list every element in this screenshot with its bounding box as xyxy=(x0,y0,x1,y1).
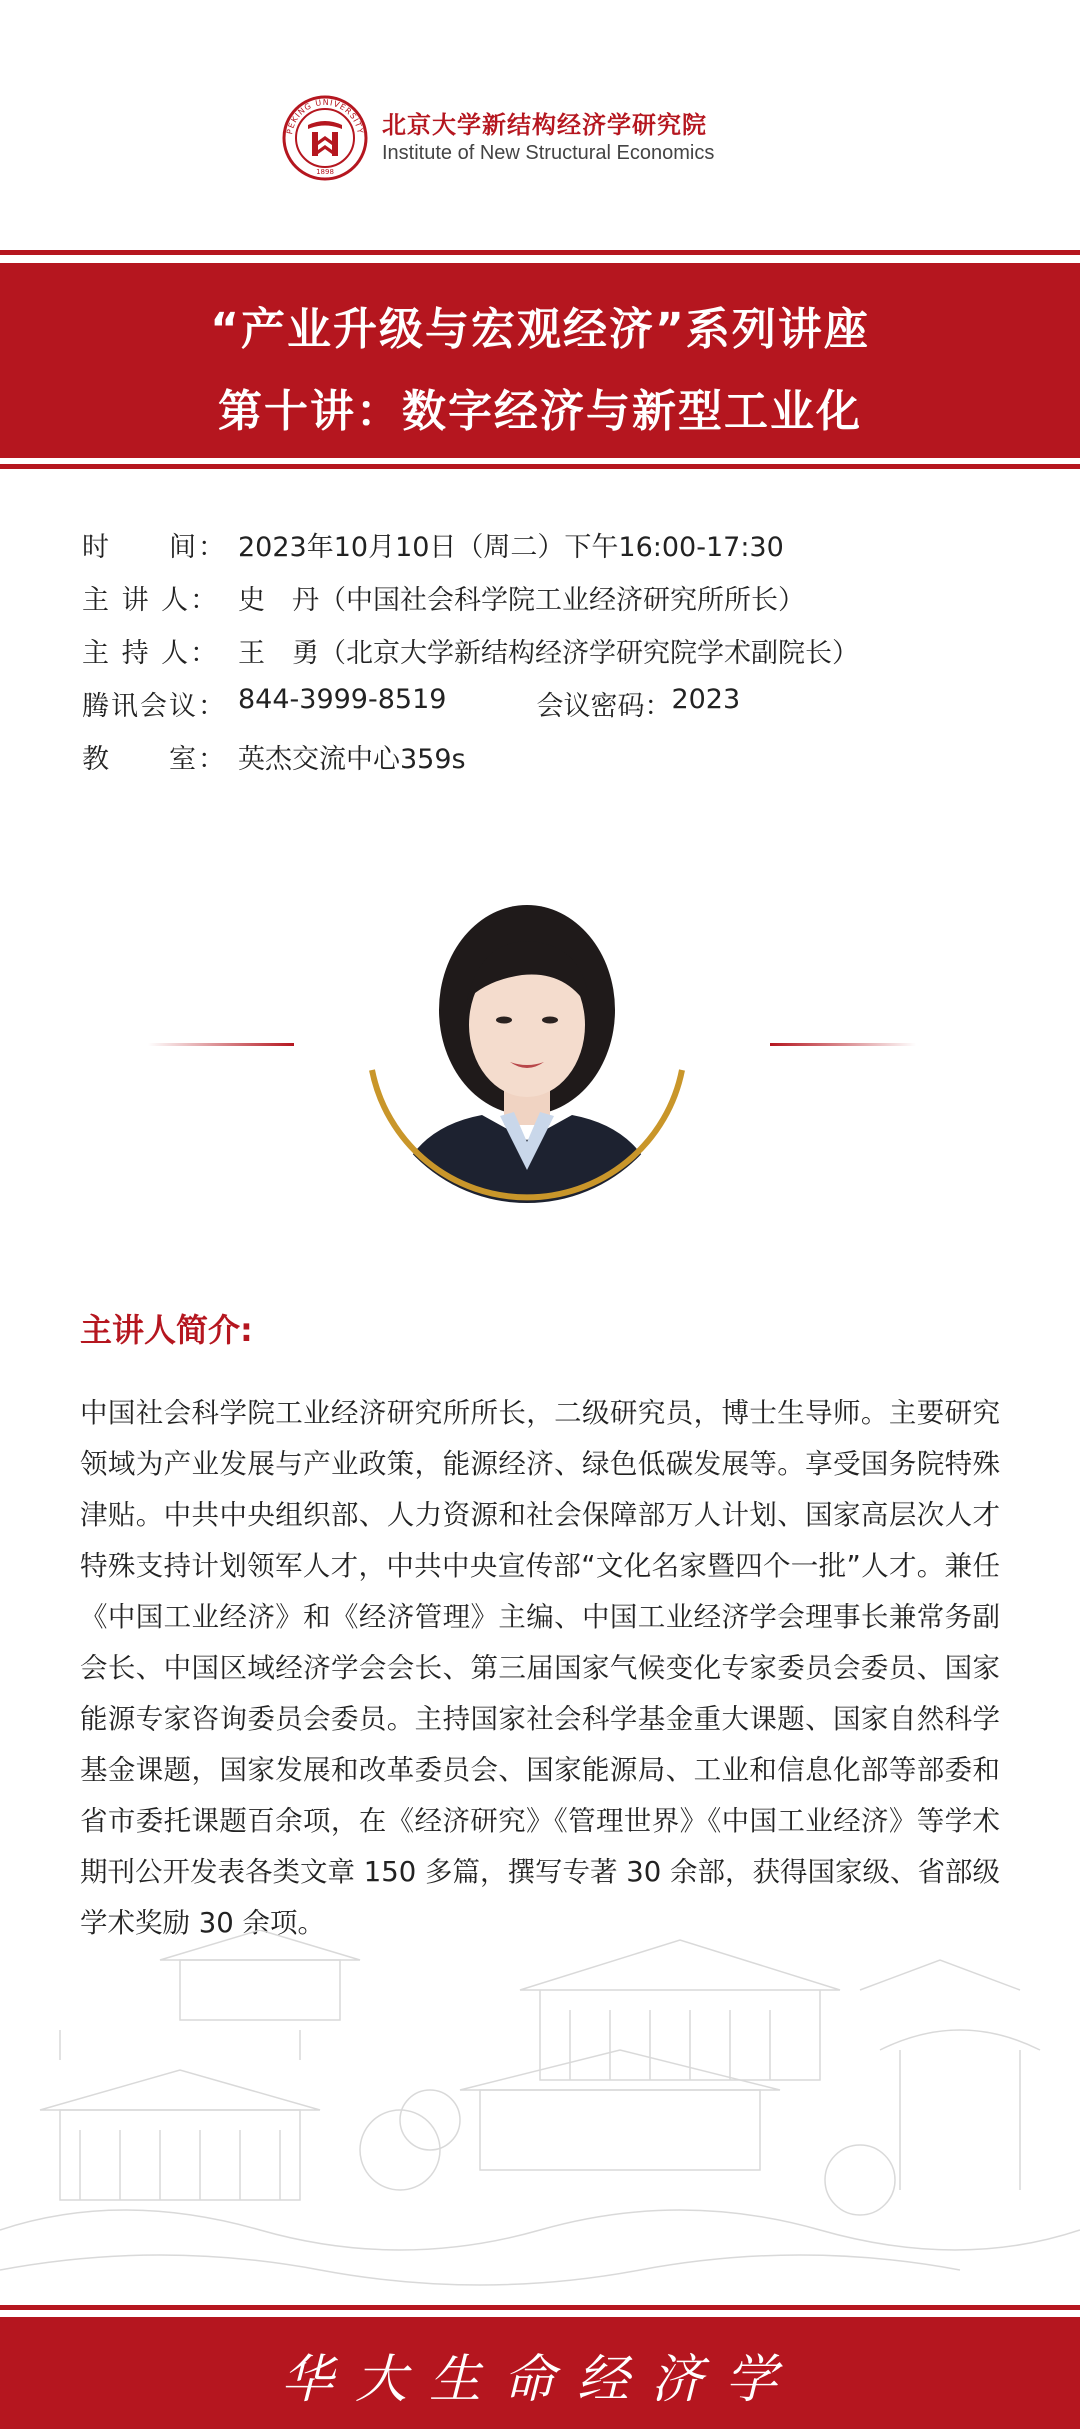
decorative-line-right xyxy=(770,1043,916,1046)
peking-university-seal-icon xyxy=(282,95,368,181)
password-label: 会议密码： xyxy=(536,691,672,722)
host-label: 主 持 人： xyxy=(82,638,220,669)
info-row-time xyxy=(82,525,859,578)
header xyxy=(0,0,1080,250)
decorative-line-left xyxy=(148,1043,294,1046)
info-row-speaker xyxy=(82,578,859,631)
lecture-title: 第十讲：数字经济与新型工业化 xyxy=(218,386,862,437)
institute-name-cn: 北京大学新结构经济学研究院 xyxy=(382,111,707,139)
svg-text:1898: 1898 xyxy=(316,168,334,176)
time-value: 2023年10月10日（周二）下午16:00-17:30 xyxy=(238,532,784,563)
intro-heading: 主讲人简介: xyxy=(80,1311,253,1349)
speaker-label: 主 讲 人： xyxy=(82,585,220,616)
info-row-meeting xyxy=(82,684,859,737)
speaker-value: 史 丹（中国社会科学院工业经济研究所所长） xyxy=(238,585,805,616)
meeting-label: 腾讯会议： xyxy=(82,691,227,722)
meeting-id: 844-3999-8519 xyxy=(238,684,447,715)
room-label: 教 室： xyxy=(82,744,227,775)
banner-bottom-line xyxy=(0,464,1080,469)
footer-motto: 华大生命经济学 xyxy=(280,2350,799,2410)
password-value: 2023 xyxy=(671,684,741,715)
info-row-room xyxy=(82,737,859,790)
speaker-bio: 中国社会科学院工业经济研究所所长，二级研究员，博士生导师。主要研究领域为产业发展与产业政策，能源经济、绿色低碳发展等。享受国务院特殊津贴。中共中央组织部、人力资源和社会保障部万人计划、国家高层次人才特殊支持计划领军人才，中共中央宣传部“文化名家暨四个一批”人才。兼任《中国工业经济》和《经济管理》主编、中国工业经济学会理事长兼常务副会长、中国区域经济学会会长、第三届国家气候变化专家委员会委员、国家能源专家咨询委员会委员。主持国家社会科学基金重大课题、国家自然科学基金课题，国家发展和改革委员会、国家能源局、工业和信息化部等部委和省市委托课题百余项，在《经济研究》《管理世界》《中国工业经济》等学术期刊公开发表各类文章 150 多篇，撰写专著 30 余部，获得国家级、省部级学术奖励 30 余项。 xyxy=(80,1397,1000,1939)
time-label: 时 间： xyxy=(82,532,227,563)
speaker-portrait xyxy=(362,880,692,1210)
host-value: 王 勇（北京大学新结构经济学研究院学术副院长） xyxy=(238,638,859,669)
room-value: 英杰交流中心359s xyxy=(238,744,466,775)
campus-scenery-illustration xyxy=(0,1930,1080,2310)
banner-top-line xyxy=(0,250,1080,255)
series-title: “产业升级与宏观经济”系列讲座 xyxy=(210,304,870,355)
svg-text:PEKING UNIVERSITY: PEKING UNIVERSITY xyxy=(285,97,365,135)
institute-name-en: Institute of New Structural Economics xyxy=(382,142,715,164)
institute-logo xyxy=(282,95,714,181)
info-row-host xyxy=(82,631,859,684)
event-info xyxy=(82,525,859,790)
footer-top-line xyxy=(0,2305,1080,2310)
